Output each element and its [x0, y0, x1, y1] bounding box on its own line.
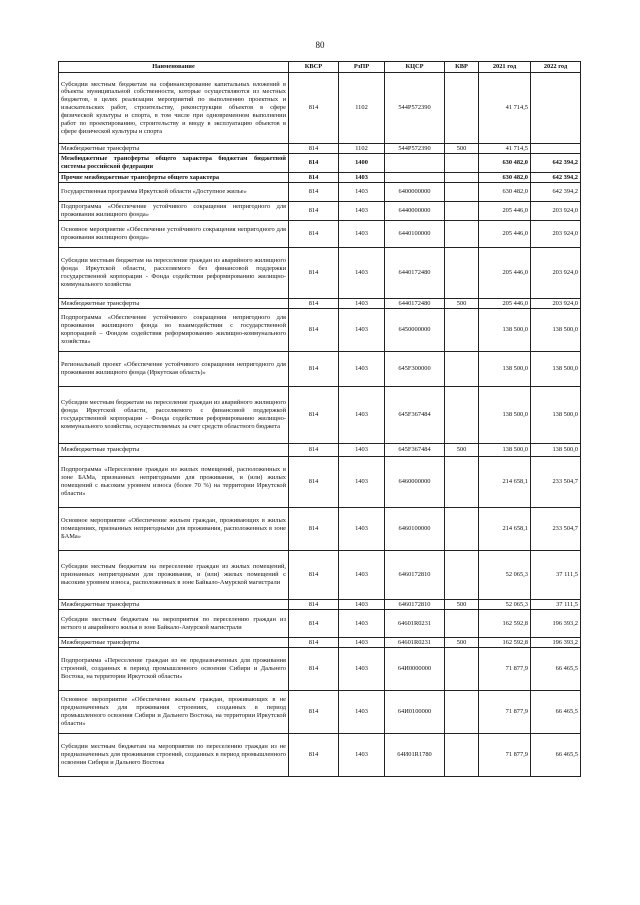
cell-name: Подпрограмма «Переселение граждан из жилых помещений, расположенных в зоне БАМа, признанных непригодными для проживания, и (или) жилых помещений с высоким уровнем износа (более 70 %) на территории Иркутской области»	[59, 457, 289, 508]
cell-kvsr: 814	[289, 352, 339, 387]
table-row	[59, 352, 581, 387]
cell-kvr	[445, 648, 479, 691]
cell-2021: 71 877,9	[479, 691, 531, 734]
cell-kvr	[445, 551, 479, 600]
table-row	[59, 73, 581, 144]
cell-2022: 66 465,5	[531, 691, 581, 734]
table-row	[59, 387, 581, 444]
cell-kcsr: 6440172480	[385, 299, 445, 309]
table-row	[59, 299, 581, 309]
cell-2022: 203 924,0	[531, 221, 581, 248]
cell-kvr	[445, 508, 479, 551]
table-row	[59, 183, 581, 202]
header-kvsr: КВСР	[289, 62, 339, 73]
cell-kvr	[445, 73, 479, 144]
cell-name: Межбюджетные трансферты	[59, 144, 289, 154]
cell-kvr: 500	[445, 600, 479, 610]
table-row	[59, 600, 581, 610]
cell-name: Межбюджетные трансферты	[59, 299, 289, 309]
cell-kcsr: 544P572390	[385, 144, 445, 154]
cell-name: Прочие межбюджетные трансферты общего характера	[59, 173, 289, 183]
table-row	[59, 638, 581, 648]
cell-2022: 37 111,5	[531, 600, 581, 610]
cell-rzpr: 1403	[339, 352, 385, 387]
cell-kvsr: 814	[289, 221, 339, 248]
cell-kcsr: 645F367484	[385, 387, 445, 444]
cell-2021: 138 500,0	[479, 309, 531, 352]
cell-2022: 196 393,2	[531, 610, 581, 638]
cell-2021: 630 482,0	[479, 173, 531, 183]
cell-rzpr: 1400	[339, 154, 385, 173]
cell-2021: 71 877,9	[479, 648, 531, 691]
cell-name: Государственная программа Иркутской области «Доступное жилье»	[59, 183, 289, 202]
cell-kvsr: 814	[289, 457, 339, 508]
cell-2021: 162 592,8	[479, 638, 531, 648]
cell-rzpr: 1403	[339, 508, 385, 551]
cell-rzpr: 1403	[339, 299, 385, 309]
table-row	[59, 551, 581, 600]
cell-rzpr: 1403	[339, 202, 385, 221]
cell-rzpr: 1102	[339, 73, 385, 144]
cell-name: Межбюджетные трансферты	[59, 638, 289, 648]
cell-2021: 214 658,1	[479, 457, 531, 508]
cell-name: Основное мероприятие «Обеспечение жильем граждан, проживающих в жилых помещениях, признанных непригодными для проживания, расположенных в зоне БАМа»	[59, 508, 289, 551]
cell-name: Субсидии местным бюджетам на переселение граждан из аварийного жилищного фонда Иркутской области, расселяемого без финансовой поддержки государственной корпорации - Фонда содействия реформированию жилищно-коммунального хозяйства	[59, 248, 289, 299]
table-row	[59, 309, 581, 352]
cell-2022: 138 500,0	[531, 352, 581, 387]
table-row	[59, 221, 581, 248]
cell-kvr: 500	[445, 638, 479, 648]
cell-kvr: 500	[445, 444, 479, 457]
cell-kvsr: 814	[289, 202, 339, 221]
cell-kcsr: 6460000000	[385, 457, 445, 508]
table-row	[59, 457, 581, 508]
cell-2022: 66 465,5	[531, 734, 581, 777]
budget-table	[58, 61, 581, 777]
cell-kvr	[445, 457, 479, 508]
cell-kvsr: 814	[289, 154, 339, 173]
cell-kvr	[445, 202, 479, 221]
cell-rzpr: 1403	[339, 309, 385, 352]
cell-2021: 138 500,0	[479, 352, 531, 387]
table-row	[59, 734, 581, 777]
cell-kcsr: 6440100000	[385, 221, 445, 248]
cell-2022	[531, 144, 581, 154]
cell-rzpr: 1403	[339, 638, 385, 648]
cell-kvsr: 814	[289, 600, 339, 610]
cell-rzpr: 1403	[339, 444, 385, 457]
header-2021: 2021 год	[479, 62, 531, 73]
cell-2021: 205 446,0	[479, 299, 531, 309]
cell-2022: 203 924,0	[531, 299, 581, 309]
cell-kcsr	[385, 173, 445, 183]
cell-2022: 138 500,0	[531, 444, 581, 457]
cell-rzpr: 1403	[339, 183, 385, 202]
cell-kvsr: 814	[289, 444, 339, 457]
cell-rzpr: 1403	[339, 648, 385, 691]
cell-name: Подпрограмма «Обеспечение устойчивого сокращения непригодного для проживания жилищного фонда»	[59, 202, 289, 221]
cell-2022: 203 924,0	[531, 248, 581, 299]
header-kvr: КВР	[445, 62, 479, 73]
cell-kvr: 500	[445, 299, 479, 309]
cell-2021: 41 714,5	[479, 73, 531, 144]
cell-rzpr: 1403	[339, 248, 385, 299]
cell-kcsr: 645F300000	[385, 352, 445, 387]
cell-name: Подпрограмма «Переселение граждан из не предназначенных для проживания строений, созданных в период промышленного освоения Сибири и Дальнего Востока, на территории Иркутской области»	[59, 648, 289, 691]
cell-name: Подпрограмма «Обеспечение устойчивого сокращения непригодного для проживания жилищного фонда во взаимодействии с государственной корпорацией – Фондом содействия реформированию жилищно-коммунального хозяйства»	[59, 309, 289, 352]
cell-2021: 71 877,9	[479, 734, 531, 777]
cell-rzpr: 1403	[339, 173, 385, 183]
cell-kvr	[445, 248, 479, 299]
cell-kcsr: 6460100000	[385, 508, 445, 551]
cell-2021: 214 658,1	[479, 508, 531, 551]
cell-kcsr: 645F367484	[385, 444, 445, 457]
cell-2022: 138 500,0	[531, 309, 581, 352]
cell-rzpr: 1102	[339, 144, 385, 154]
cell-name: Межбюджетные трансферты	[59, 444, 289, 457]
cell-name: Региональный проект «Обеспечение устойчивого сокращения непригодного для проживания жилищного фонда (Иркутская область)»	[59, 352, 289, 387]
cell-kvr	[445, 352, 479, 387]
cell-name: Субсидии местным бюджетам на мероприятия по переселению граждан из ветхого и аварийного жилья в зоне Байкало-Амурской магистрали	[59, 610, 289, 638]
cell-rzpr: 1403	[339, 600, 385, 610]
cell-kvr	[445, 734, 479, 777]
header-rzpr: РзПР	[339, 62, 385, 73]
cell-kvsr: 814	[289, 610, 339, 638]
cell-kcsr: 64И0100000	[385, 691, 445, 734]
cell-kvsr: 814	[289, 638, 339, 648]
cell-rzpr: 1403	[339, 457, 385, 508]
cell-2021: 630 482,0	[479, 183, 531, 202]
cell-kvsr: 814	[289, 248, 339, 299]
cell-kvsr: 814	[289, 309, 339, 352]
cell-kcsr: 6460172810	[385, 600, 445, 610]
cell-rzpr: 1403	[339, 221, 385, 248]
cell-kvsr: 814	[289, 508, 339, 551]
cell-kvsr: 814	[289, 173, 339, 183]
cell-kvr	[445, 173, 479, 183]
table-row	[59, 173, 581, 183]
cell-kvsr: 814	[289, 299, 339, 309]
cell-rzpr: 1403	[339, 610, 385, 638]
table-row	[59, 648, 581, 691]
cell-kcsr	[385, 154, 445, 173]
table-body	[59, 73, 581, 777]
cell-kcsr: 64И01R1780	[385, 734, 445, 777]
cell-2022: 66 465,5	[531, 648, 581, 691]
cell-2021: 205 446,0	[479, 248, 531, 299]
cell-kvsr: 814	[289, 73, 339, 144]
cell-2021: 205 446,0	[479, 202, 531, 221]
table-row	[59, 444, 581, 457]
cell-2022: 203 924,0	[531, 202, 581, 221]
cell-2021: 205 446,0	[479, 221, 531, 248]
cell-name: Межбюджетные трансферты	[59, 600, 289, 610]
cell-kvsr: 814	[289, 387, 339, 444]
cell-kvr	[445, 691, 479, 734]
cell-2021: 52 065,3	[479, 600, 531, 610]
cell-name: Основное мероприятие «Обеспечение жильем граждан, проживающих в не предназначенных для проживания строениях, созданных в период промышленного освоения Сибири и Дальнего Востока, на территории Иркутской области»	[59, 691, 289, 734]
cell-kcsr: 6440000000	[385, 202, 445, 221]
table-row	[59, 154, 581, 173]
table-row	[59, 610, 581, 638]
cell-2022: 196 393,2	[531, 638, 581, 648]
cell-2022: 233 504,7	[531, 457, 581, 508]
cell-name: Субсидии местным бюджетам на мероприятия по переселению граждан из не предназначенных для проживания строений, созданных в период промышленного освоения Сибири и Дальнего Востока	[59, 734, 289, 777]
cell-2021: 52 065,3	[479, 551, 531, 600]
cell-2022: 233 504,7	[531, 508, 581, 551]
cell-rzpr: 1403	[339, 551, 385, 600]
cell-kvr	[445, 387, 479, 444]
cell-kvsr: 814	[289, 183, 339, 202]
cell-name: Субсидии местным бюджетам на софинансирование капитальных вложений в объекты муниципальной собственности, которые осуществляются из местных бюджетов, в целях реализации мероприятий по выполнению проектных и изыскательских работ, строительству, реконструкции объектов в сфере физической культуры и спорта, в том числе при одновременном выполнении работ по проектированию, строительству и вводу в эксплуатацию объектов в сфере физической культуры и спорта	[59, 73, 289, 144]
cell-kvr	[445, 154, 479, 173]
page-number: 80	[315, 40, 325, 50]
cell-kvsr: 814	[289, 691, 339, 734]
table-row	[59, 144, 581, 154]
table-row	[59, 508, 581, 551]
cell-kcsr: 6460172810	[385, 551, 445, 600]
cell-kvr	[445, 610, 479, 638]
cell-kvr: 500	[445, 144, 479, 154]
header-name: Наименование	[59, 62, 289, 73]
cell-kcsr: 6450000000	[385, 309, 445, 352]
cell-kvsr: 814	[289, 648, 339, 691]
table-row	[59, 691, 581, 734]
cell-kcsr: 64И0000000	[385, 648, 445, 691]
cell-2022: 642 394,2	[531, 154, 581, 173]
header-2022: 2022 год	[531, 62, 581, 73]
table-header-row	[59, 62, 581, 73]
cell-2021: 138 500,0	[479, 444, 531, 457]
cell-kcsr: 544P572390	[385, 73, 445, 144]
cell-kcsr: 64601R0231	[385, 610, 445, 638]
table-row	[59, 202, 581, 221]
cell-kvsr: 814	[289, 734, 339, 777]
cell-2021: 630 482,0	[479, 154, 531, 173]
cell-rzpr: 1403	[339, 691, 385, 734]
cell-kvr	[445, 183, 479, 202]
cell-name: Основное мероприятие «Обеспечение устойчивого сокращения непригодного для проживания жилищного фонда»	[59, 221, 289, 248]
cell-kcsr: 6400000000	[385, 183, 445, 202]
cell-2021: 41 714,5	[479, 144, 531, 154]
cell-2021: 162 592,8	[479, 610, 531, 638]
table-row	[59, 248, 581, 299]
cell-2022: 642 394,2	[531, 173, 581, 183]
cell-kvsr: 814	[289, 551, 339, 600]
cell-kvr	[445, 309, 479, 352]
cell-kcsr: 64601R0231	[385, 638, 445, 648]
cell-kcsr: 6440172480	[385, 248, 445, 299]
cell-rzpr: 1403	[339, 734, 385, 777]
cell-name: Субсидии местным бюджетам на переселение граждан из жилых помещений, признанных непригодными для проживания, и (или) жилых помещений с высоким уровнем износа, расположенных в зоне Байкало-Амурской магистрали	[59, 551, 289, 600]
cell-2022: 642 394,2	[531, 183, 581, 202]
cell-rzpr: 1403	[339, 387, 385, 444]
cell-kvsr: 814	[289, 144, 339, 154]
cell-name: Субсидии местным бюджетам на переселение граждан из аварийного жилищного фонда Иркутской области, расселяемого с финансовой поддержкой государственной корпорации - Фонда содействия реформированию жилищно-коммунального хозяйства, осуществляемых за счет средств областного бюджета	[59, 387, 289, 444]
cell-name: Межбюджетные трансферты общего характера бюджетам бюджетной системы российской федерации	[59, 154, 289, 173]
header-kcsr: КЦСР	[385, 62, 445, 73]
cell-kvr	[445, 221, 479, 248]
cell-2022: 138 500,0	[531, 387, 581, 444]
cell-2022: 37 111,5	[531, 551, 581, 600]
cell-2021: 138 500,0	[479, 387, 531, 444]
cell-2022	[531, 73, 581, 144]
